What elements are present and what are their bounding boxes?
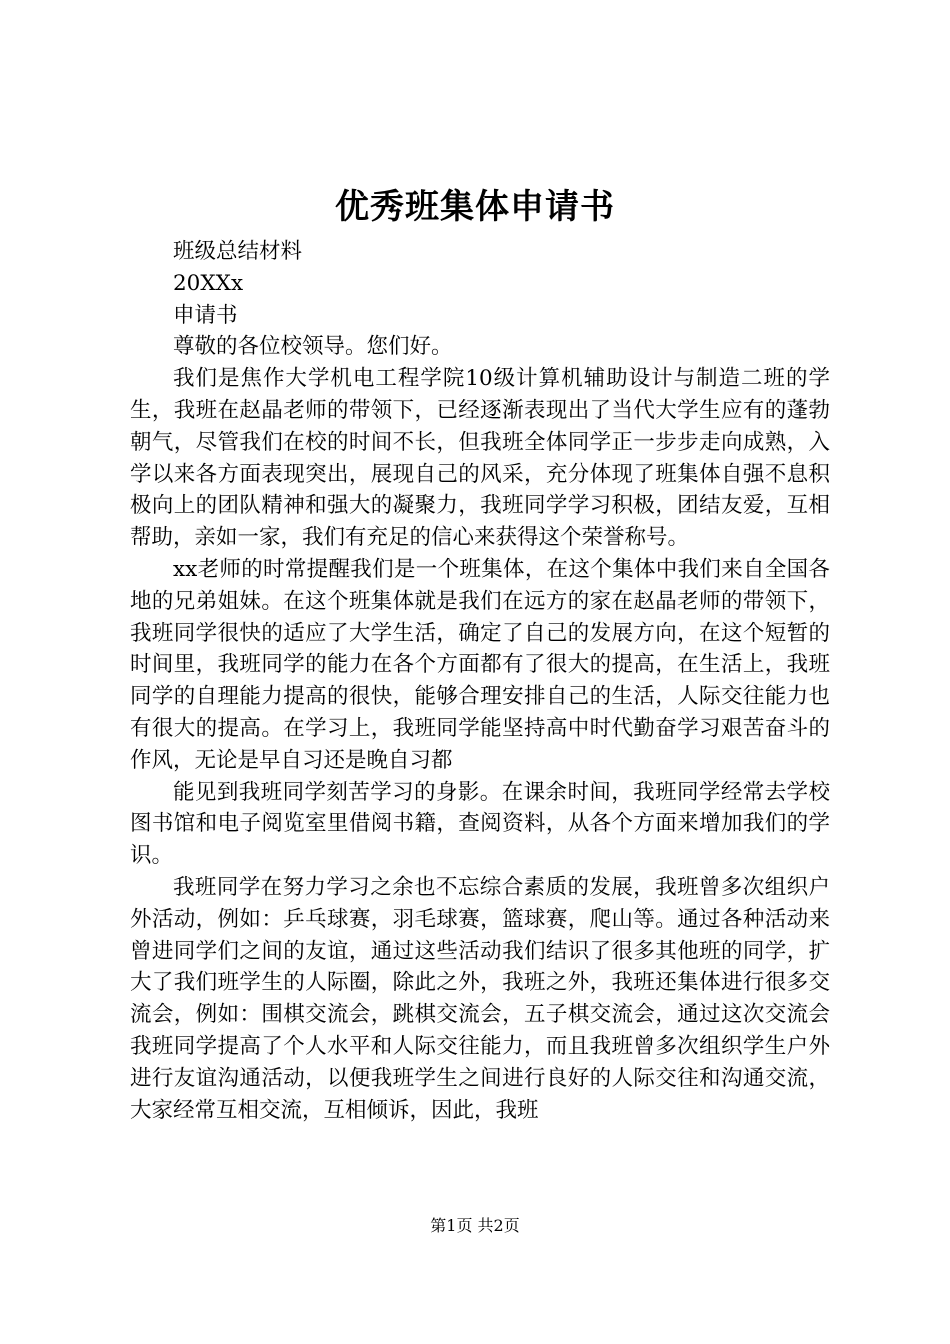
paragraph: 申请书 [173,302,238,328]
paragraph: xx老师的时常提醒我们是一个班集体，在这个集体中我们来自全国各地的兄弟姐妹。在这个班集体就是我们在远方的家在赵晶老师的带领下，我班同学很快的适应了大学生活，确定了自己的发展方向，在这个短暂的时间里，我班同学的能力在各个方面都有了很大的提高，在生活上，我班同学的自理能力提高的很快，能够合理安排自己的生活，人际交往能力也有很大的提高。在学习上，我班同学能坚持高中时代勤奋学习艰苦奋斗的作风，无论是早自习还是晚自习都 [130,556,830,773]
paragraph: 班级总结材料 [173,239,303,264]
paragraph: 我班同学在努力学习之余也不忘综合素质的发展，我班曾多次组织户外活动，例如：乒乓球赛，羽毛球赛，篮球赛，爬山等。通过各种活动来曾进同学们之间的友谊，通过这些活动我们结识了很多其他班的同学，扩大了我们班学生的人际圈，除此之外，我班之外，我班还集体进行很多交流会，例如：围棋交流会，跳棋交流会，五子棋交流会，通过这次交流会我班同学提高了个人水平和人际交往能力，而且我班曾多次组织学生户外进行友谊沟通活动，以便我班学生之间进行良好的人际交往和沟通交流，大家经常互相交流，互相倾诉，因此，我班 [130,874,830,1123]
paragraph: 我们是焦作大学机电工程学院10级计算机辅助设计与制造二班的学生，我班在赵晶老师的带领下，已经逐渐表现出了当代大学生应有的蓬勃朝气，尽管我们在校的时间不长，但我班全体同学正一步步走向成熟，入学以来各方面表现突出，展现自己的风采，充分体现了班集体自强不息积极向上的团队精神和强大的凝聚力，我班同学学习积极，团结友爱，互相帮助，亲如一家，我们有充足的信心来获得这个荣誉称号。 [130,366,830,551]
page-title: 优秀班集体申请书 [335,187,615,227]
document-body [130,236,830,1126]
paragraph: 能见到我班同学刻苦学习的身影。在课余时间，我班同学经常去学校图书馆和电子阅览室里借阅书籍，查阅资料，从各个方面来增加我们的学识。 [130,779,830,869]
paragraph: 尊敬的各位校领导。您们好。 [173,334,453,360]
page-footer: 第1页 共2页 [430,1216,520,1235]
paragraph: 20XXx [173,270,244,296]
